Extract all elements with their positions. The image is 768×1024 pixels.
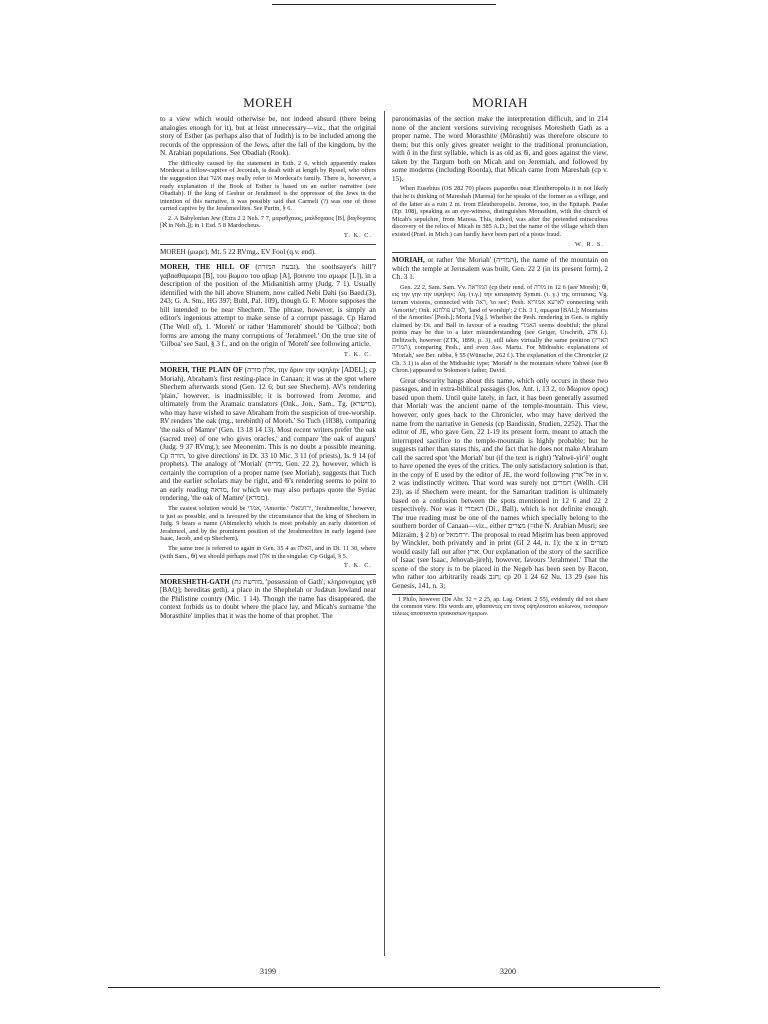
entry-separator <box>392 252 608 253</box>
right-running-head: MORIAH <box>472 95 528 110</box>
headword: MOREH, THE HILL OF <box>160 263 250 272</box>
footnote: 1 Philo, however (De Abr. 32 = 2 25, ap. Lag. Orient. 2 55), evidently did not share the common view. His words are, φθασαντες επι τινος υψηλοτατου κολωνου, τεσσαρων τελεως αποσταντα τριακοσιων ημερων. <box>392 596 608 618</box>
entry-moreh: MOREH (μωρε), Mt. 5 22 RVmg., EV Fool (q.v. end). <box>160 247 316 256</box>
paragraph: 2. A Babylonian Jew (Ezra 2 2 Neh. 7 7, μαραθχαιος, μαλδοχαιος [B], βαγδοχαιος [ℵ in Neh.]); in 1 Esd. 5 8 Mardocheus. <box>160 214 376 230</box>
headword: MOREH, THE PLAIN OF <box>160 366 243 375</box>
author-signature: T. K. C. <box>344 232 372 240</box>
entry-text: (גבעת המורה), 'the soothsayer's hill'? γαβααθαμωρα [B], του βωμου του αβωρ [A], βουνου του αμωρε [L]), in a description of the position of the Midianitish army (Judg. 7 1). Usually identified with the hill above Shunem, now called Nebi Dahi (so Baed.(3), 243; G. A. Sm., HG 397; Buhl, Pal. 109), though G. F. Moore supposes the hill intended to be near Shechem. The phrase, however, is simply an editor's ingenious attempt to make sense of a corrupt passage. Cp Harod (The Well of), 1. 'Moreh' or rather 'Hammoreh' should be 'Gilboa'; both forms are among the many corruptions of 'Jerahmeel.' On the true site of 'Gilboa' see Saul, § 3 f., and on the origin of 'Moreh' see following article. <box>160 263 376 349</box>
paragraph: to a view which would otherwise be, not indeed absurd (there being analogies enough for it), but at least unnecessary—viz., that the original story of Esther (as perhaps also that of Judith) is to be included among the records of the oppression of the Jews, after the fall of the kingdom, by the N. Arabian populations. See Obadiah (Rook). <box>160 115 376 158</box>
author-signature: W. R. S. <box>575 240 604 248</box>
page-number-left: 3199 <box>260 967 276 976</box>
column-divider <box>384 111 385 956</box>
right-column <box>392 95 608 963</box>
paragraph: The easiest solution would be אמרי, 'Amorite.' ירחמאלי, 'Jerahmeelite,' however, is just as possible, and is favoured by the circumstance that the king of Shechem in Judg. 9 bears a name (Abimelech) which is most probably an early distortion of Jerahmeel, and by the prominent position of the Jerahmeelites in early legend (see Isaac, Jacob, and cp Shechem). <box>160 504 376 543</box>
entry-moresheth-gath <box>160 578 376 621</box>
paragraph: paronomasias of the section make the interpretation difficult, and in 214 none of the ancient versions surviving recognises Moresheth Gath as a proper name. The word Morasthite (Môrashti) was therefore obscure to them; but this only gives greater weight to the traditional pronunciation, with ŏ in the first syllable, which is as old as 𝔊, and goes against the view, taken by the Targum both on Micah and on Jeremiah, and followed by some moderns (including Roorda), that Micah came from Mareshah (cp v. 15). <box>392 115 608 183</box>
paragraph: When Eusebius (OS 282 70) places μωρασθει near Eleutheropolis it is not likely that he is thinking of Mareshah (Maresa) for he speaks of the former as a village, and of the latter as a ruin 2 m. from Eleutheropolis. Jerome, too, in the Epitaph. Paulæ (Ep. 108), speaking as an eye-witness, distinguishes Morasthim, with the church of Micah's sepulchre, from Maresa. This, indeed, was after the pretended miraculous discovery of the relics of Micah in 385 A.D.; but the name of the village which then existed (Præf. in Mich.) can hardly have been part of a pious fraud. <box>392 185 608 238</box>
bottom-rule <box>108 987 660 988</box>
entry-text: (מורשת גת, 'possession of Gath'; κληρονομιας γεθ [BAQ]; hereditas geth), a place in the Shephelah or Judæan lowland near the Philistine country (Mic. 1 14). Though the name has disappeared, the context forbids us to doubt where the place lay, and Micah's surname 'the Morasthite' implies that it was the home of that prophet. The <box>160 577 376 620</box>
page <box>160 95 608 975</box>
top-rule <box>272 4 496 5</box>
paragraph: The difficulty caused by the statement in Esth. 2 6, which apparently makes Mordecai a fellow-captive of Jeconiah, is dealt with at length by Ryssel, who offers the suggestion that אשר may really refer to Mordecai's family. There is, however, a ready explanation if the Book of Esther is based on an earlier narrative (see Obadiah). If the king of Geshur or Jerahmeel is the oppressor of the Jews in the intention of this narrative, it was possibly said that Carmeli (?) was one of those carried captive by the Jerahmeelites. See Purim, § 6. <box>160 159 376 213</box>
entry-separator <box>160 362 376 363</box>
headword: MORESHETH-GATH <box>160 577 230 586</box>
entry-moreh-plain <box>160 366 376 503</box>
headword: MORIAH, <box>392 256 425 265</box>
author-signature: T. K. C. <box>344 562 372 570</box>
entry-moriah <box>392 256 608 282</box>
page-number-right: 3200 <box>500 967 516 976</box>
footnote-rule <box>392 594 452 595</box>
paragraph: Gen. 22 2, Sam. Sam. Vv. המוראה (cp their rend. of מורה in 12 6 (see Moreh); 𝔊, εις την γην την υψηλην; Aq. (τ.γ.) την καταφανη; Symm. (τ. γ.) της οπτασιας; Vg. terram visionis, connected with ראה, 'to see'; Pesh. לארעא אמוריא connecting with 'Amorite'; Onk. לארע פולחנא, 'land of worship'; 2 Ch. 3 1, αμωρια [BAL]; Mountains of the Amorites' [Pesh.]; Moria [Vg.]. Whether the Pesh. rendering in Gen. is rightly claimed by Di. and Ball in favour of a reading האמרי seems doubtful; the plural points may be due to a later misunderstanding (see Geiger, Urschrift, 278 f.). Delitzsch, however (ZTK, 1899, p. 3), still takes virtually the same position (הארץ המריה), comparing Pesh., and even Ass. Martu. For Midrashic explanations of 'Moriah,' see Ber. rabba, § 55 (Wünsche, 262 f.). The explanation of the Chronicler (2 Ch. 3 1) is also of the Midrashic type; 'Moriah' is the mountain where Yahwè (see 𝔊 Chron.) appeared to Solomon's father, David. <box>392 283 608 375</box>
author-signature: T. K. C. <box>344 350 372 358</box>
left-running-head: MOREH <box>243 95 293 110</box>
entry-text: (אלון מורה, την δρυν την υψηλην [ADEL]; cp Moriah), Abraham's first resting-place in Canaan; it was at the spot where Shechem afterwards stood (Gen. 12 6; but see Shechem). AV's rendering 'plain,' however, is inadmissible; it is borrowed from Jerome, and ultimately from the Aramaic translators (Onk., Jon., Sam., Tg. (מישרא), who may have wished to save Abraham from the suspicion of tree-worship. RV renders 'the oak (mg., terebinth) of Moreh.' So Tuch (1838), comparing 'the oaks of Mamre' (Gen. 13 18 14 13). Most recent writers prefer 'the oak (sacred tree) of one who gives oracles,' and compare 'the oak of augurs' (Judg. 9 37 RVmg.); see Meonenim. This is no doubt a possible meaning. Cp הורה, 'to give directions' in Dt. 33 10 Mic. 3 11 (of priests), Is. 9 14 (of prophets). The analogy of 'Moriah' (מריה, Gen. 22 2), however, which is certainly the corruption of a proper name (see Moriah), suggests that Tuch and the earlier scholars may be right, and 𝔊's rendering seems to point to an early reading מראה, for which we may also perhaps quote the Syriac rendering, 'the oak of Mamre' (ממרא). <box>160 366 376 503</box>
entry-separator <box>160 259 376 260</box>
left-column <box>160 95 376 963</box>
paragraph: Great obscurity hangs about this name, which only occurs in these two passages, and in extra-biblical passages (Jos. Ant. i. 13 2, το Μωριον ορος) based upon them. Until quite lately, in fact, it has been generally assumed that Moriah was the ancient name of the temple-mountain. This view, however, only goes back to the Chronicler, who may have derived the name from the narrative in Genesis (cp Baudissin, Studien, 2252). That the editor of JE, who gave Gen. 22 1-19 its present form, meant to attach the interrupted sacrifice to the temple-mountain is highly probable; but he suggests rather than states this, and the fact that he does not make Abraham call the sacred spot 'the Moriah' but (if the text is right) 'Yahwè-yir'è' ought to have opened the eyes of the critics. The only satisfactory solution is that, in the copy of E used by the editor of JE, the word following אל־ארץ in v. 2 was indistinctly written. That word was surely not חמרים (Wellh. CH 23), as if Shechem were meant, for the Samaritan tradition is ultimately based on a confusion between the spots mentioned in 12 6 and 22 2 respectively. Nor was it האמרי (Di., Ball), which is not definite enough. The true reading must be one of the names which specially belong to the southern border of Canaan—viz., either מצרים (=the N. Arabian Musri; see Mizraim, § 2 b) or ירחמאל. The proposal to read Miṣrim has been approved by Winckler, both privately and in print (GI 2 44, n. 1); the צ in מצרים would easily fall out after ארץ. Our explanation of the story of the sacrifice of Isaac (see Isaac, Jehovah-jireh), however, favours 'Jerahmeel.' That the scene of the story is to be placed in the Negeb has been seen by Racon, who rather too arbitrarily reads חגב; cp 20 1 24 62 Nu. 13 29 (see his Genesis, 141, n. 3; <box>392 376 608 590</box>
entry-moreh-hill <box>160 263 376 348</box>
entry-separator <box>160 244 376 245</box>
paragraph: The same tree is referred to again in Gen. 35 4 as האלה, and in Dt. 11 30, where (with Sam., 𝔊) we should perhaps read אלון in the singular. Cp Gilgal, § 5. <box>160 544 376 560</box>
entry-separator <box>160 574 376 575</box>
entry-text: or rather 'the Moriah' (המריה), the name of the mountain on which the temple at Jerusalem was built, Gen. 22 2 (in its present form), 2 Ch. 3 1. <box>392 256 608 282</box>
